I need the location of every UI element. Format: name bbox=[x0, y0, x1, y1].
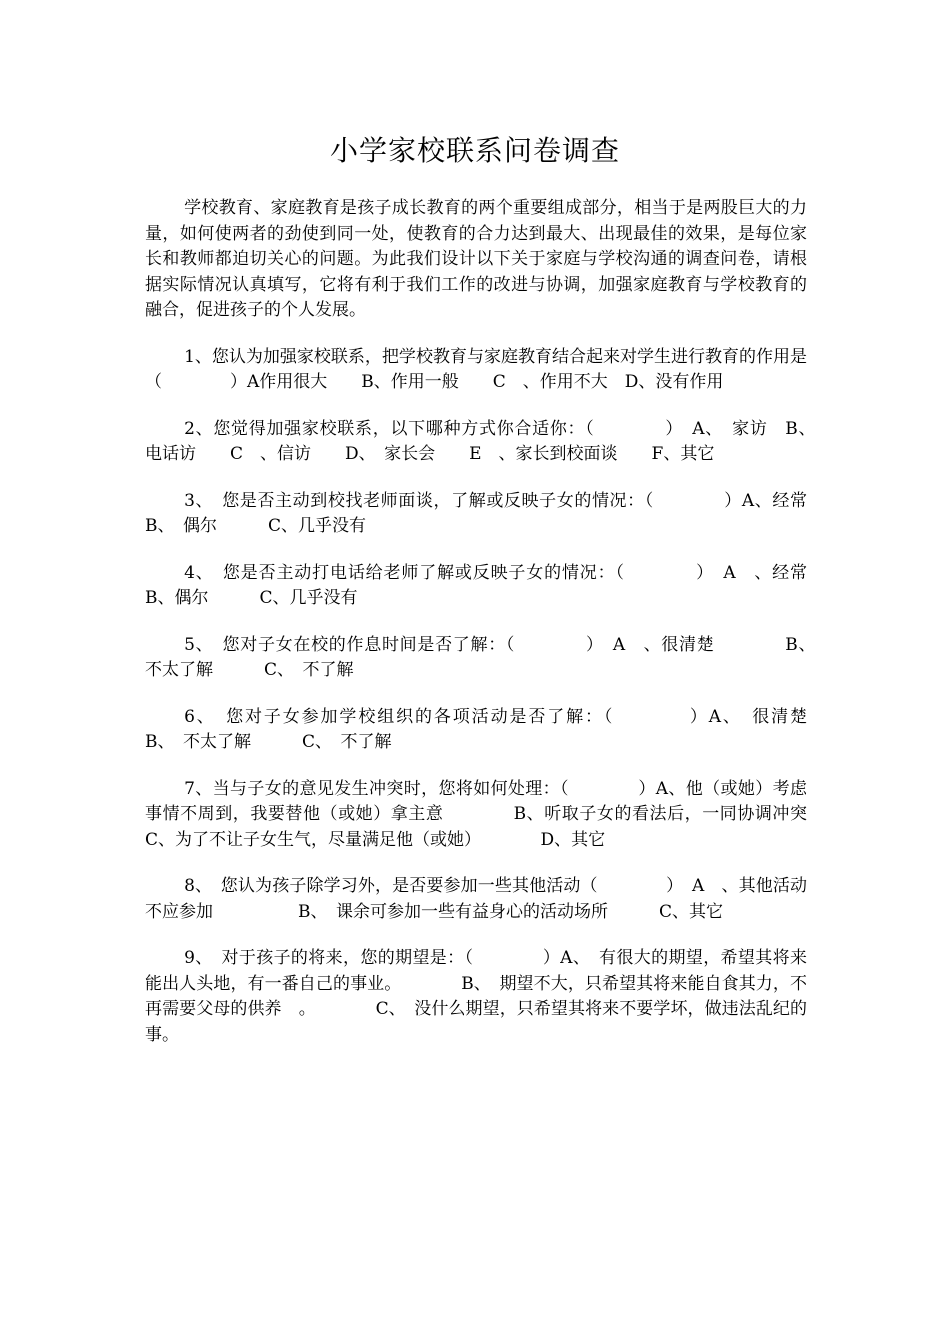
document-title: 小学家校联系问卷调查 bbox=[329, 134, 620, 167]
question-9: 9、 对于孩子的将来，您的期望是：（ ）A、 有很大的期望，希望其将来能出人头地，有一番自己的事业。 B、 期望不大，只希望其将来能自食其力，不再需要父母的供养 。 C、 没什么期望，只希望其将来不要学坏，做违法乱纪的事。 bbox=[145, 948, 807, 1045]
question-8: 8、 您认为孩子除学习外，是否要参加一些其他活动（ ） A 、其他活动不应参加 B、 课余可参加一些有益身心的活动场所 C、其它 bbox=[145, 876, 807, 922]
question-4: 4、 您是否主动打电话给老师了解或反映子女的情况：（ ） A 、经常 B、偶尔 C、几乎没有 bbox=[145, 562, 824, 608]
question-5: 5、 您对子女在校的作息时间是否了解：（ ） A 、很清楚 B、 不太了解 C、 不了解 bbox=[145, 634, 824, 680]
question-2: 2、您觉得加强家校联系，以下哪种方式你合适你：（ ） A、 家访 B、 电话访 C 、信访 D、 家长会 E 、家长到校面谈 F、其它 bbox=[145, 418, 824, 464]
document-body bbox=[145, 196, 875, 1069]
question-1: 1、您认为加强家校联系，把学校教育与家庭教育结合起来对学生进行教育的作用是（ ）A作用很大 B、作用一般 C 、作用不大 D、没有作用 bbox=[145, 346, 807, 392]
question-7: 7、当与子女的意见发生冲突时，您将如何处理：（ ）A、他（或她）考虑事情不周到，我要替他（或她）拿主意 B、听取子女的看法后，一同协调冲突 C、为了不让子女生气，尽量满足他（或她） D、其它 bbox=[145, 778, 875, 850]
intro-paragraph: 学校教育、家庭教育是孩子成长教育的两个重要组成部分，相当于是两股巨大的力量，如何使两者的劲使到同一处，使教育的合力达到最大、出现最佳的效果，是每位家长和教师都迫切关心的问题。为此我们设计以下关于家庭与学校沟通的调查问卷，请根据实际情况认真填写，它将有利于我们工作的改进与协调，加强家庭教育与学校教育的融合，促进孩子的个人发展。 bbox=[145, 198, 807, 320]
question-6: 6、 您对子女参加学校组织的各项活动是否了解：（ ）A、 很清楚 B、 不太了解 C、 不了解 bbox=[145, 706, 858, 752]
question-3: 3、 您是否主动到校找老师面谈，了解或反映子女的情况：（ ）A、经常 B、 偶尔 C、几乎没有 bbox=[145, 490, 841, 536]
